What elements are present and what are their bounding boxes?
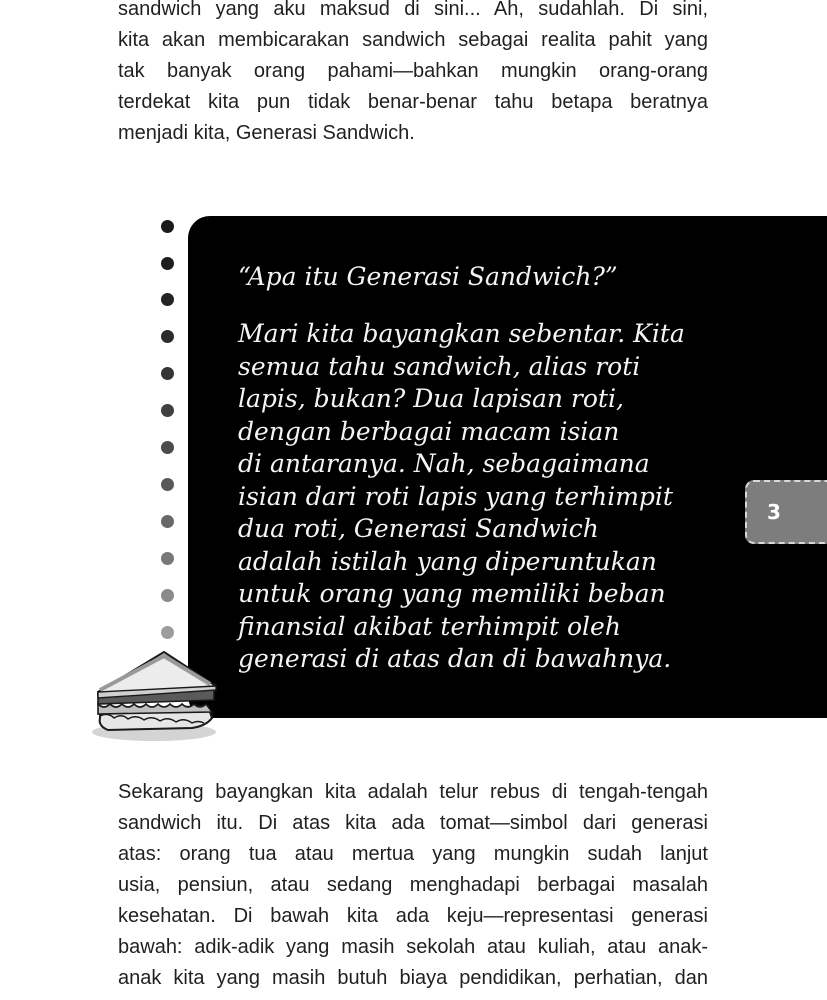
binding-dot	[161, 478, 174, 491]
callout-question: “Apa itu Generasi Sandwich?”	[238, 262, 618, 291]
binding-dot	[161, 293, 174, 306]
binding-dot	[161, 589, 174, 602]
callout-line: lapis, bukan? Dua lapisan roti,	[238, 384, 624, 413]
binding-dot	[161, 441, 174, 454]
binding-dot	[161, 367, 174, 380]
callout-line: isian dari roti lapis yang terhimpit	[238, 481, 673, 511]
text-line: kita akan membicarakan sandwich sebagai realita pahit yang	[118, 29, 708, 51]
binding-dot	[161, 515, 174, 528]
text-line: sandwich yang aku maksud di sini... Ah, sudahlah. Di sini,	[118, 0, 708, 20]
callout-line: generasi di atas dan di bawahnya.	[238, 644, 672, 673]
page-number-tab	[745, 480, 827, 544]
sandwich-icon	[88, 642, 228, 746]
binding-dot	[161, 330, 174, 343]
binding-dot	[161, 257, 174, 270]
page-number: 3	[767, 500, 781, 524]
callout-line: semua tahu sandwich, alias roti	[238, 351, 641, 381]
callout-line: Mari kita bayangkan sebentar. Kita	[238, 319, 685, 348]
binding-dot	[161, 552, 174, 565]
callout-line: dua roti, Generasi Sandwich	[238, 514, 599, 543]
text-line: menjadi kita, Generasi Sandwich.	[118, 122, 415, 144]
callout-box	[188, 216, 827, 718]
text-line: tak banyak orang pahami—bahkan mungkin orang-orang	[118, 60, 708, 82]
binding-dot	[161, 404, 174, 417]
callout-body	[238, 318, 708, 676]
binding-dot	[161, 220, 174, 233]
callout-line: di antaranya. Nah, sebagaimana	[238, 449, 650, 478]
text-line: sandwich itu. Di atas kita ada tomat—simbol dari generasi	[118, 812, 708, 834]
text-line: Sekarang bayangkan kita adalah telur rebus di tengah-tengah	[118, 781, 708, 803]
binding-dot	[161, 626, 174, 639]
text-line: kesehatan. Di bawah kita ada keju—representasi generasi	[118, 905, 708, 927]
text-line: atas: orang tua atau mertua yang mungkin sudah lanjut	[118, 843, 708, 865]
text-line: terdekat kita pun tidak benar-benar tahu betapa beratnya	[118, 91, 708, 113]
text-line: usia, pensiun, atau sedang menghadapi berbagai masalah	[118, 874, 708, 896]
text-line: bawah: adik-adik yang masih sekolah atau kuliah, atau anak-	[118, 936, 708, 958]
callout-line: untuk orang yang memiliki beban	[238, 579, 666, 608]
callout-line: adalah istilah yang diperuntukan	[238, 546, 657, 576]
callout-line: finansial akibat terhimpit oleh	[238, 611, 621, 641]
text-line: anak kita yang masih butuh biaya pendidikan, perhatian, dan	[118, 967, 708, 989]
body-paragraph-bottom	[118, 777, 708, 994]
body-paragraph-top	[118, 0, 708, 149]
callout-line: dengan berbagai macam isian	[238, 416, 620, 446]
